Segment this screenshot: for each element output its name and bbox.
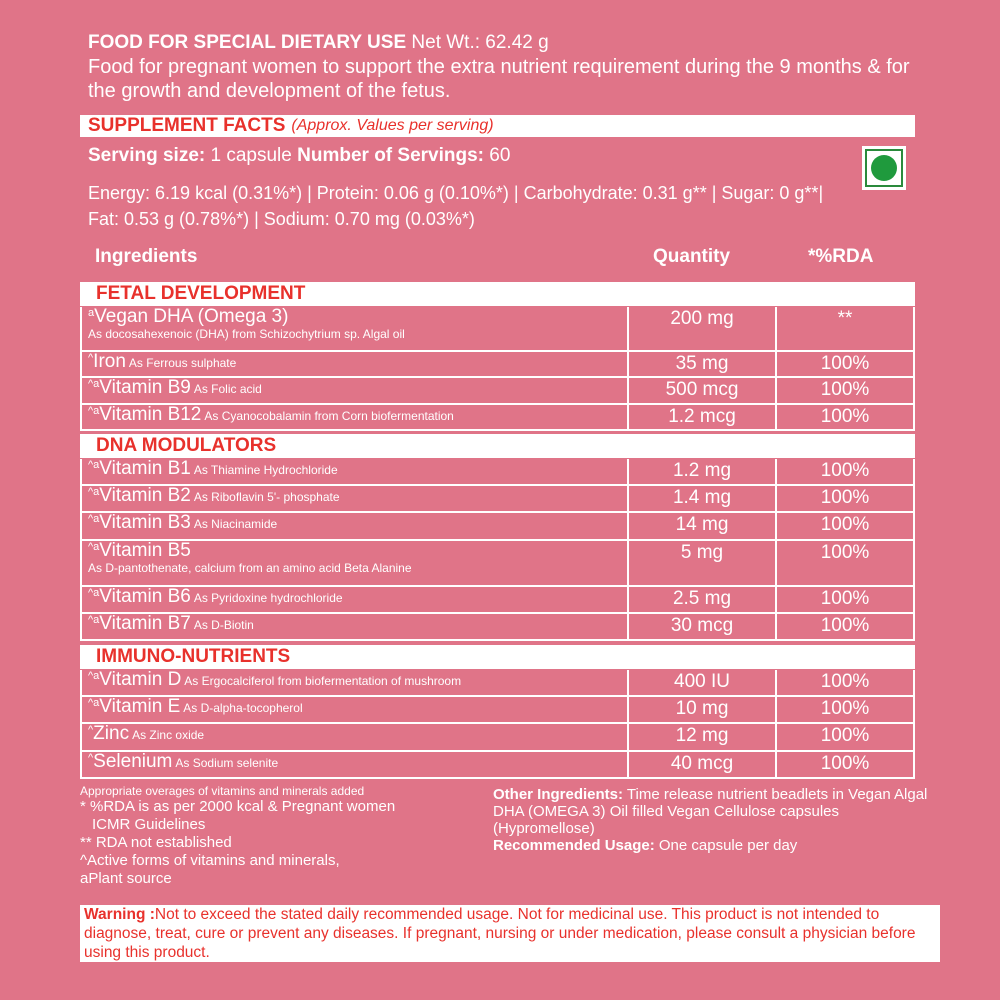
quantity-cell: 200 mg <box>629 307 777 350</box>
table-row <box>80 307 915 352</box>
ingredient-name: Vitamin B9 <box>99 378 191 398</box>
ingredient-cell <box>82 307 629 350</box>
ingredient-source: As Ferrous sulphate <box>128 356 237 370</box>
ingredient-source: As Riboflavin 5'- phosphate <box>193 490 340 504</box>
ingredient-name: Vitamin D <box>99 670 182 690</box>
recommended-usage-text: One capsule per day <box>658 837 798 854</box>
ingredient-source: As D-Biotin <box>193 618 254 632</box>
section-header: FETAL DEVELOPMENT <box>80 282 915 306</box>
quantity-cell: 1.4 mg <box>629 486 777 511</box>
ingredient-source: As Sodium selenite <box>175 756 279 770</box>
serving-info <box>88 145 510 167</box>
ingredient-cell <box>82 670 629 695</box>
quantity-cell: 1.2 mcg <box>629 405 777 429</box>
rda-cell: 100% <box>820 588 870 609</box>
rda-cell: 100% <box>820 406 870 427</box>
energy-nutrition-line: Energy: 6.19 kcal (0.31%*) | Protein: 0.06 g (0.10%*) | Carbohydrate: 0.31 g** | Sugar: 0 g**| Fat: 0.53 g (0.78%*) | Sodium: 0.70 mg (0.03%*) <box>88 183 824 229</box>
supplement-facts-bar <box>80 115 915 137</box>
ingredient-source: As Cyanocobalamin from Corn biofermentation <box>204 409 454 423</box>
ingredient-cell <box>82 405 629 429</box>
quantity-cell: 10 mg <box>629 697 777 722</box>
ingredient-cell <box>82 724 629 750</box>
header-ingredients: Ingredients <box>95 246 198 267</box>
footnote-rda-basis: * %RDA is as per 2000 kcal & Pregnant women <box>80 798 396 815</box>
table-row <box>80 752 915 779</box>
ingredient-source: As Thiamine Hydrochloride <box>193 463 338 477</box>
ingredient-mark: ^ <box>88 352 94 364</box>
ingredient-cell <box>82 513 629 539</box>
ingredient-cell <box>82 752 629 777</box>
table-row <box>80 513 915 541</box>
quantity-cell: 14 mg <box>629 513 777 539</box>
serving-size-value: 1 capsule <box>210 145 292 166</box>
quantity-cell: 40 mcg <box>629 752 777 777</box>
quantity-cell: 2.5 mg <box>629 587 777 612</box>
other-ingredients <box>493 786 933 854</box>
rda-cell: 100% <box>820 487 870 508</box>
ingredient-source: As Pyridoxine hydrochloride <box>193 591 343 605</box>
ingredient-mark: ^ <box>88 724 94 736</box>
product-category-title: FOOD FOR SPECIAL DIETARY USE <box>88 32 407 53</box>
footnote-not-established: ** RDA not established <box>80 834 232 851</box>
veg-mark-dot <box>871 155 897 181</box>
ingredient-source: As Ergocalciferol from biofermentation of mushroom <box>184 674 462 688</box>
ingredient-mark: ^a <box>88 486 100 498</box>
rda-cell: 100% <box>820 353 870 374</box>
footnotes <box>80 784 500 888</box>
ingredient-mark: ^a <box>88 541 100 553</box>
ingredient-name: Vitamin E <box>99 697 181 717</box>
ingredient-mark: a <box>88 307 95 319</box>
table-row <box>80 587 915 614</box>
rda-cell: ** <box>837 308 853 329</box>
ingredient-name: Zinc <box>93 724 130 744</box>
table-row <box>80 541 915 587</box>
quantity-cell: 35 mg <box>629 352 777 376</box>
ingredient-mark: ^a <box>88 405 100 417</box>
footnote-overages: Appropriate overages of vitamins and minerals added <box>80 784 365 798</box>
quantity-cell: 12 mg <box>629 724 777 750</box>
ingredient-mark: ^ <box>88 752 94 764</box>
table-row <box>80 614 915 641</box>
net-weight: Net Wt.: 62.42 g <box>411 32 549 53</box>
product-description: Food for pregnant women to support the extra nutrient requirement during the 9 months & for the growth and development of the fetus. <box>88 56 910 102</box>
ingredient-name: Vitamin B6 <box>99 587 191 607</box>
footnote-plant-source: aPlant source <box>80 870 172 887</box>
ingredient-name: Vitamin B3 <box>99 513 191 533</box>
table-row <box>80 378 915 405</box>
rda-cell: 100% <box>820 460 870 481</box>
ingredient-mark: ^a <box>88 459 100 471</box>
ingredient-cell <box>82 697 629 722</box>
rda-cell: 100% <box>820 542 870 563</box>
ingredient-mark: ^a <box>88 670 100 682</box>
header-line <box>88 32 549 54</box>
rda-cell: 100% <box>820 671 870 692</box>
ingredient-cell <box>82 378 629 403</box>
table-row <box>80 352 915 378</box>
quantity-cell: 30 mcg <box>629 614 777 639</box>
section-header: DNA MODULATORS <box>80 434 915 458</box>
footnote-rda-basis-2: ICMR Guidelines <box>92 816 206 833</box>
quantity-cell: 400 IU <box>629 670 777 695</box>
ingredient-source: As Folic acid <box>193 382 262 396</box>
ingredient-mark: ^a <box>88 614 100 626</box>
ingredient-cell <box>82 614 629 639</box>
ingredient-name: Vitamin B1 <box>99 459 191 479</box>
ingredient-name: Selenium <box>93 752 173 772</box>
ingredient-source: As docosahexenoic (DHA) from Schizochytrium sp. Algal oil <box>88 327 405 341</box>
warning-text: Not to exceed the stated daily recommended usage. Not for medicinal use. This product is not intended to diagnose, treat, cure or prevent any diseases. If pregnant, nursing or under medication, please consult a physician before using this product. <box>84 906 916 961</box>
recommended-usage-label: Recommended Usage: <box>493 837 655 854</box>
ingredient-mark: ^a <box>88 378 100 390</box>
warning-label: Warning : <box>84 906 155 923</box>
ingredient-name: Vitamin B7 <box>99 614 191 634</box>
ingredient-source: As D-pantothenate, calcium from an amino acid Beta Alanine <box>88 561 412 575</box>
ingredient-cell <box>82 486 629 511</box>
ingredient-cell <box>82 352 629 376</box>
table-row <box>80 459 915 486</box>
quantity-cell: 500 mcg <box>629 378 777 403</box>
ingredient-cell <box>82 541 629 585</box>
header-rda: *%RDA <box>808 246 874 267</box>
rda-cell: 100% <box>820 615 870 636</box>
rda-cell: 100% <box>820 725 870 746</box>
rda-cell: 100% <box>820 514 870 535</box>
supplement-facts-note: (Approx. Values per serving) <box>291 117 494 134</box>
rda-cell: 100% <box>820 379 870 400</box>
other-ingredients-text: Time release nutrient beadlets in Vegan Algal DHA (OMEGA 3) Oil filled Vegan Cellulose capsules (Hypromellose) <box>493 786 928 837</box>
servings-count-label: Number of Servings: <box>297 145 484 166</box>
ingredient-source: As Zinc oxide <box>132 728 205 742</box>
ingredient-mark: ^a <box>88 587 100 599</box>
veg-mark-border <box>865 149 903 187</box>
ingredient-name: Vitamin B2 <box>99 486 191 506</box>
servings-count-value: 60 <box>489 145 511 166</box>
table-row <box>80 405 915 431</box>
rda-cell: 100% <box>820 753 870 774</box>
section-header: IMMUNO-NUTRIENTS <box>80 645 915 669</box>
serving-size-label: Serving size: <box>88 145 206 166</box>
other-ingredients-label: Other Ingredients: <box>493 786 624 803</box>
vegetarian-mark-icon <box>862 146 906 190</box>
table-row <box>80 486 915 513</box>
ingredient-name: Vitamin B12 <box>99 405 202 425</box>
ingredient-mark: ^a <box>88 697 100 709</box>
ingredient-cell <box>82 587 629 612</box>
ingredient-source: As Niacinamide <box>193 517 278 531</box>
table-row <box>80 724 915 752</box>
footnote-active-forms: ^Active forms of vitamins and minerals, <box>80 852 340 869</box>
rda-cell: 100% <box>820 698 870 719</box>
header-quantity: Quantity <box>653 246 731 267</box>
ingredient-mark: ^a <box>88 513 100 525</box>
quantity-cell: 5 mg <box>629 541 777 585</box>
ingredient-name: Iron <box>93 352 126 372</box>
ingredient-name: Vegan DHA (Omega 3) <box>94 307 289 327</box>
table-row <box>80 670 915 697</box>
ingredient-name: Vitamin B5 <box>99 541 191 561</box>
supplement-facts-title: SUPPLEMENT FACTS <box>88 115 286 136</box>
warning-box <box>80 905 940 962</box>
quantity-cell: 1.2 mg <box>629 459 777 484</box>
ingredient-cell <box>82 459 629 484</box>
table-row <box>80 697 915 724</box>
ingredient-source: As D-alpha-tocopherol <box>183 701 303 715</box>
